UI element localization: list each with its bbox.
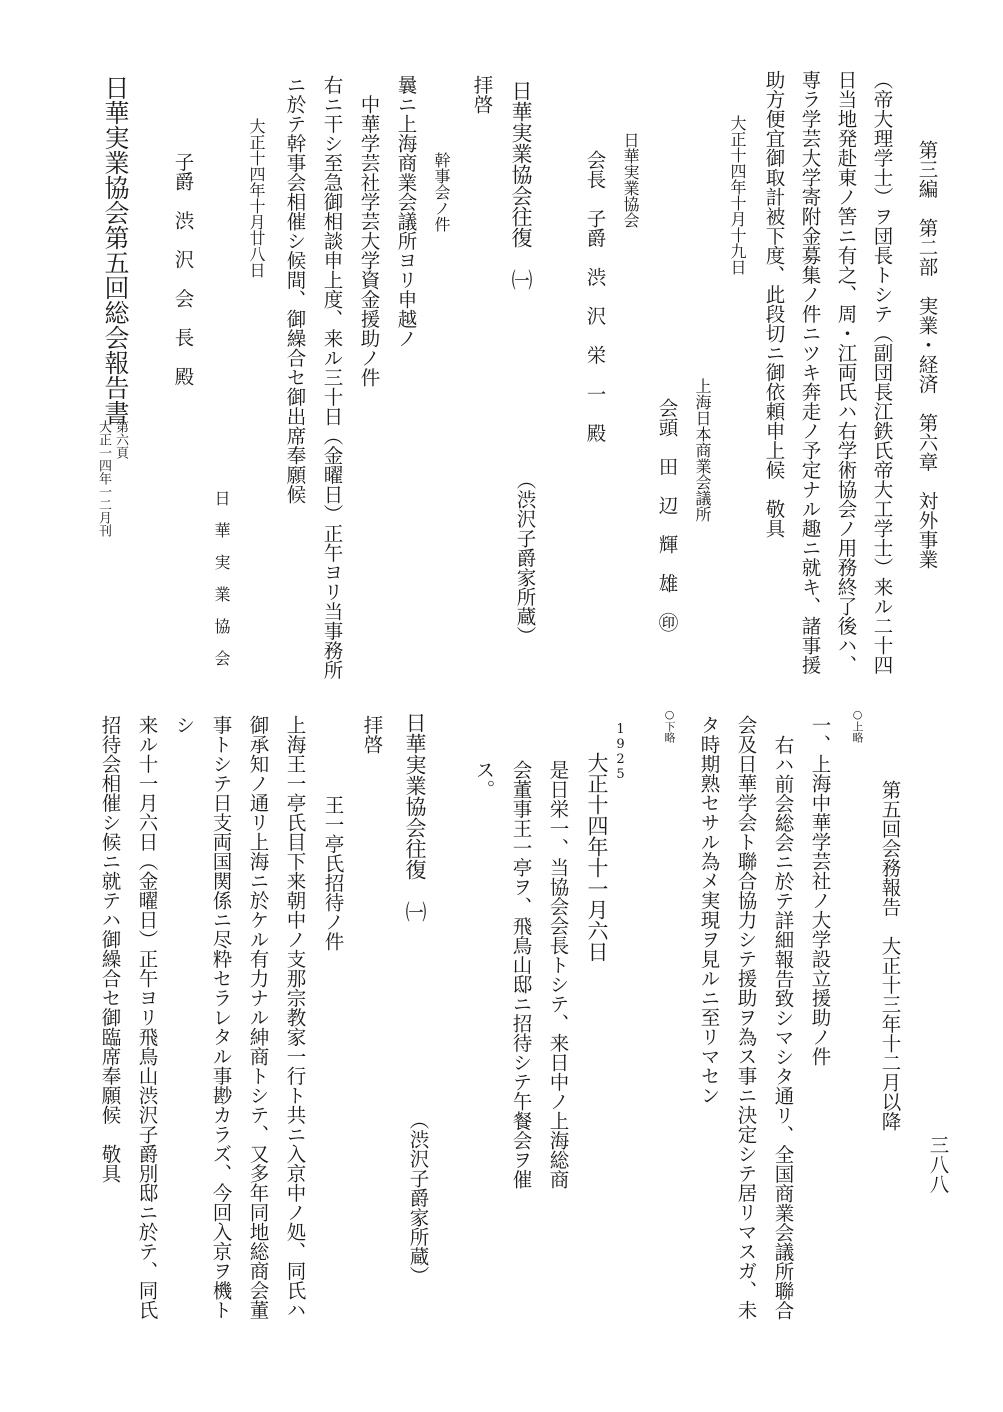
source-note: （渋沢子爵家所蔵） (513, 470, 537, 646)
addressee-org: 日華実業協会 (621, 132, 640, 228)
event-line: ス。 (472, 760, 496, 799)
report-heading: 第五回会務報告 大正十三年十二月以降 (878, 780, 902, 1131)
body-line: シ (172, 715, 196, 735)
addressee-name: 会長 子爵 渋 沢 栄 一 殿 (583, 150, 607, 443)
source-note: （渋沢子爵家所蔵） (406, 1110, 430, 1286)
body-line: 来ル十一月六日（金曜日）正午ヨリ飛鳥山渋沢子爵別邸ニ於テ、同氏 (135, 715, 159, 1320)
subject-line: 幹事会ノ件 (432, 152, 451, 232)
subject-line: 王一亭氏招待ノ件 (321, 795, 345, 951)
body-line: ニ於テ幹事会相催シ候間、御繰合セ御出席奉願候 (283, 75, 307, 504)
event-line: 会董事王一亭ヲ、飛鳥山邸ニ招待シテ午餐会ヲ催 (509, 760, 533, 1189)
page-number: 三八八 (926, 1135, 950, 1194)
sender-org: 上海日本商業会議所 (693, 378, 712, 522)
item-body-line: 右ハ前会総会ニ於テ詳細報告致シマシタ通リ、全国商業会議所聯合 (771, 735, 795, 1320)
omission-marker: ○下略 (663, 708, 676, 743)
running-head: 第三編 第二部 実業・経済 第六章 対外事業 (915, 140, 939, 569)
section-title: 日華実業協会往復 ㈠ (403, 712, 427, 922)
item-body-line: 会及日華学会ト聯合協力シテ援助ヲ為ス事ニ決定シテ居リマスガ、未 (734, 715, 758, 1320)
body-line: 事トシテ日支両国関係ニ尽粋セラレタル事尠カラズ、今回入京ヲ機ト (209, 715, 233, 1320)
publication-note: 大正一四年一二月刊 (96, 420, 111, 537)
item-body-line: タ時期熟セサル為メ実現ヲ見ルニ至リマセン (697, 715, 721, 1105)
section-title: 日華実業協会往復 ㈠ (509, 80, 533, 290)
item-heading: 一、上海中華学芸社ノ大学設立援助ノ件 (808, 715, 832, 1066)
date-heading: 大正十四年十一月六日 (585, 752, 609, 962)
sender-org: 日 華 実 業 協 会 (212, 490, 231, 666)
letter-body-line: （帝大理学士）ヲ団長トシテ（副団長江鉄氏帝大工学士）来ル二十四 (870, 70, 894, 675)
body-line: 御承知ノ通リ上海ニ於ケル有力ナル紳商トシテ、又多年同地総商会董 (246, 715, 270, 1320)
body-line: 招待会相催シ候ニ就テハ御繰合セ御臨席奉願候 敬具 (98, 715, 122, 1183)
body-line: 曩ニ上海商業会議所ヨリ申越ノ (394, 75, 418, 348)
body-line: 上海王一亭氏目下来朝中ノ支那宗教家一行ト共ニ入京中ノ処、同氏ハ (283, 715, 307, 1320)
omission-marker: ○上略 (851, 708, 864, 743)
letter-body-line: 助方便宜御取計被下度、此段切ニ御依頼申上候 敬具 (762, 70, 786, 538)
body-line: 右ニ干シ至急御相談申上度、来ル三十日（金曜日）正午ヨリ当事務所 (320, 75, 344, 680)
year-note: 1925 (613, 722, 628, 782)
letter-body-line: 専ラ学芸大学寄附金募集ノ件ニツキ奔走ノ予定ナル趣ニ就キ、諸事援 (798, 70, 822, 675)
addressee-name: 子爵 渋 沢 会 長 殿 (171, 152, 195, 386)
letter-body-line: 日当地発赴東ノ筈ニ有之、周・江両氏ハ右学術協会ノ用務終了後ハ、 (834, 70, 858, 675)
sender-name: 会頭 田 辺 輝 雄 ㊞ (655, 398, 679, 632)
letter-date: 大正十四年十月廿八日 (247, 118, 266, 278)
greeting: 拝啓 (470, 75, 494, 114)
report-title: 日華実業協会第五回総会報告書 (101, 75, 130, 425)
publication-note: 第六頁 (113, 420, 128, 459)
letter-date: 大正十四年十月十九日 (728, 115, 747, 275)
greeting: 拝啓 (360, 715, 384, 754)
body-line: 中華学芸社学芸大学資金援助ノ件 (357, 75, 381, 387)
event-line: 是日栄一、当協会会長トシテ、来日中ノ上海総商 (546, 760, 570, 1189)
